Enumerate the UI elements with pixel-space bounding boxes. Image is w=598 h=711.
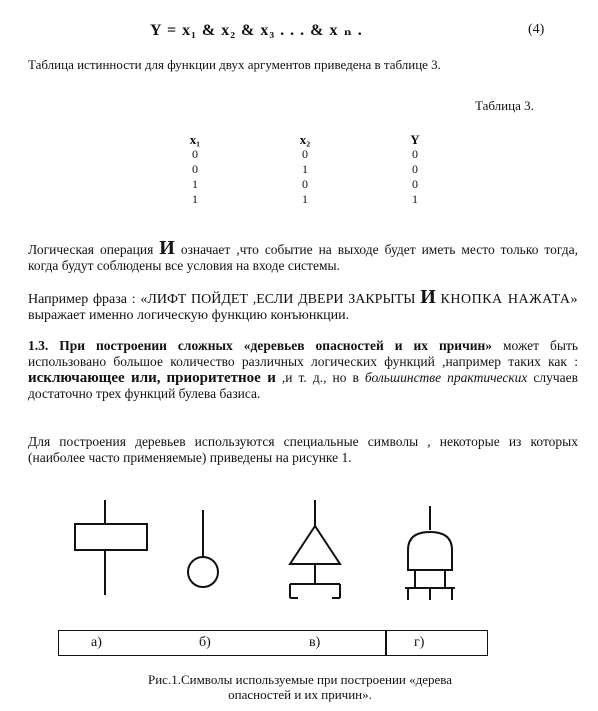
text: может быть использовано большое количество различных логических функций ,например таких как :	[28, 338, 579, 369]
header-x1: x₁	[189, 132, 201, 147]
paragraph-section-1-3	[28, 338, 578, 402]
table-cell: 0	[302, 177, 308, 191]
header-x2: x₂	[299, 132, 311, 147]
big-letter: И	[159, 237, 175, 259]
truth-table	[140, 132, 470, 207]
text: Например фраза : «ЛИФТ ПОЙДЕТ ,ЕСЛИ ДВЕРИ ЗАКРЫТЫ	[28, 292, 416, 307]
text: ,и т. д., но в	[281, 370, 359, 385]
paragraph-conjunction	[28, 237, 578, 274]
table-cell: 0	[412, 162, 418, 176]
bold-term: приоритетное и	[166, 370, 276, 386]
label-b: б)	[199, 635, 211, 650]
transfer-triangle-symbol	[290, 500, 340, 598]
table-cell: 1	[192, 192, 198, 206]
figure-labels	[58, 630, 488, 656]
event-rectangle-symbol	[75, 500, 147, 595]
intro-paragraph: Таблица истинности для функции двух аргументов приведена в таблице 3.	[28, 57, 441, 72]
header-y: Y	[410, 132, 420, 147]
label-divider	[385, 631, 387, 655]
label-d: г)	[414, 635, 425, 650]
table-cell: 0	[412, 177, 418, 191]
and-gate-symbol	[405, 506, 455, 600]
symbols-figure	[40, 500, 480, 620]
table-cell: 0	[192, 162, 198, 176]
table-row	[140, 177, 470, 192]
text: случаев достаточно трех функций булева базиса.	[28, 370, 579, 401]
table-row	[140, 147, 470, 162]
table-cell: 1	[302, 162, 308, 176]
table-cell: 1	[302, 192, 308, 206]
table-row	[140, 162, 470, 177]
formula-number: (4)	[528, 22, 545, 37]
text: Логическая операция	[28, 242, 154, 257]
italic-text: большинстве практических	[364, 370, 528, 385]
label-a: а)	[91, 635, 102, 650]
table-cell: 0	[412, 147, 418, 161]
table-caption: Таблица 3.	[475, 98, 534, 113]
table-cell: 1	[412, 192, 418, 206]
truth-table-header	[140, 132, 470, 147]
big-letter: И	[420, 286, 436, 308]
basic-event-circle-symbol	[188, 510, 218, 587]
paragraph-symbols: Для построения деревьев используются специальные символы , некоторые из которых (наиболее часто применяемые) приведены на рисунке 1.	[28, 434, 578, 465]
text: КНОПКА НАЖАТА»	[440, 292, 579, 307]
table-cell: 0	[302, 147, 308, 161]
table-row	[140, 192, 470, 207]
table-cell: 0	[192, 147, 198, 161]
formula: Y = x₁ & x₂ & x₃ . . . & x ₙ .	[150, 22, 363, 39]
table-cell: 1	[192, 177, 198, 191]
label-c: в)	[309, 635, 321, 650]
paragraph-example	[28, 286, 579, 324]
section-heading: 1.3. При построении сложных «деревьев опасностей и их причин»	[28, 338, 493, 353]
figure-caption: Рис.1.Символы используемые при построении «дерева опасностей и их причин».	[147, 672, 453, 702]
text: выражает именно логическую функцию конъюнкции.	[28, 308, 350, 323]
bold-term: исключающее или,	[28, 370, 161, 386]
text: означает ,что событие на выходе будет иметь место только тогда, когда будут соблюдены все условия на входе системы.	[28, 242, 578, 273]
